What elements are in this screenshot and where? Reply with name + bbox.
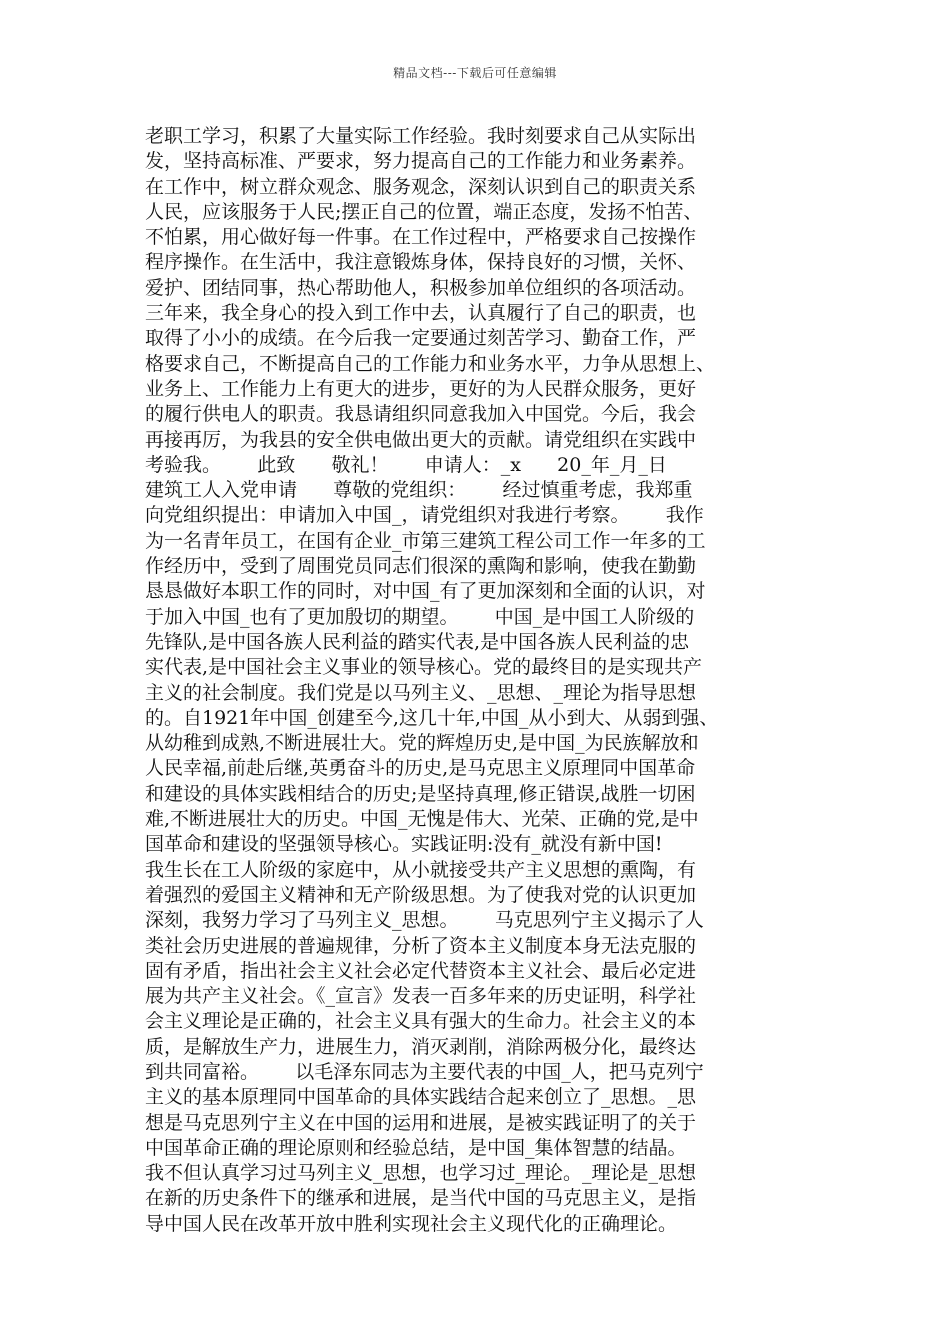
text-line: 人民，应该服务于人民;摆正自己的位置，端正态度，发扬不怕苦、: [145, 200, 703, 223]
text-line: 实代表,是中国社会主义事业的领导核心。党的最终目的是实现共产: [145, 656, 703, 679]
text-line: 业务上、工作能力上有更大的进步，更好的为人民群众服务，更好: [145, 377, 697, 400]
text-line: 类社会历史进展的普遍规律，分析了资本主义制度本身无法克服的: [145, 934, 697, 957]
text-line: 恳恳做好本职工作的同时，对中国_有了更加深刻和全面的认识，对: [145, 580, 706, 603]
text-line: 和建设的具体实践相结合的历史;是坚持真理,修正错误,战胜一切困: [145, 782, 696, 805]
text-line: 会主义理论是正确的，社会主义具有强大的生命力。社会主义的本: [145, 1010, 697, 1033]
text-line: 深刻，我努力学习了马列主义_思想。 马克思列宁主义揭示了人: [145, 909, 704, 932]
text-line: 程序操作。在生活中，我注意锻炼身体，保持良好的习惯，关怀、: [145, 251, 697, 274]
text-line: 为一名青年员工，在国有企业_市第三建筑工程公司工作一年多的工: [145, 529, 706, 552]
text-line: 难,不断进展壮大的历史。中国_无愧是伟大、光荣、正确的党,是中: [145, 808, 699, 831]
text-line: 的履行供电人的职责。我恳请组织同意我加入中国党。今后，我会: [145, 403, 697, 426]
text-line: 在工作中，树立群众观念、服务观念，深刻认识到自己的职责关系: [145, 175, 697, 198]
text-line: 于加入中国_也有了更加殷切的期望。 中国_是中国工人阶级的: [145, 605, 695, 628]
text-line: 主义的社会制度。我们党是以马列主义、_思想、_理论为指导思想: [145, 681, 697, 704]
text-line: 主义的基本原理同中国革命的具体实践结合起来创立了_思想。_思: [145, 1086, 697, 1109]
text-line: 固有矛盾，指出社会主义社会必定代替资本主义社会、最后必定进: [145, 959, 697, 982]
text-line: 到共同富裕。 以毛泽东同志为主要代表的中国_人，把马克列宁: [145, 1060, 704, 1083]
document-body: [145, 124, 815, 1237]
text-line: 我不但认真学习过马列主义_思想，也学习过_理论。_理论是_思想: [145, 1162, 697, 1185]
text-line: 我生长在工人阶级的家庭中，从小就接受共产主义思想的熏陶，有: [145, 858, 697, 881]
text-line: 导中国人民在改革开放中胜利实现社会主义现代化的正确理论。: [145, 1212, 678, 1235]
text-line: 质，是解放生产力，进展生力，消灭剥削，消除两极分化，最终达: [145, 1035, 697, 1058]
text-line: 的。自1921年中国_创建至今,这几十年,中国_从小到大、从弱到强、: [145, 706, 719, 729]
text-line: 着强烈的爱国主义精神和无产阶级思想。为了使我对党的认识更加: [145, 883, 697, 906]
text-line: 先锋队,是中国各族人民利益的踏实代表,是中国各族人民利益的忠: [145, 630, 690, 653]
text-line: 人民幸福,前赴后继,英勇奋斗的历史,是马克思主义原理同中国革命: [145, 757, 696, 780]
text-line: 不怕累，用心做好每一件事。在工作过程中，严格要求自己按操作: [145, 226, 697, 249]
text-line: 想是马克思列宁主义在中国的运用和进展，是被实践证明了的关于: [145, 1111, 697, 1134]
text-line: 格要求自己，不断提高自己的工作能力和业务水平，力争从思想上、: [145, 352, 716, 375]
text-line: 考验我。 此致 敬礼！ 申请人：_x 20_年_月_日: [145, 453, 667, 476]
text-line: 中国革命正确的理论原则和经验总结，是中国_集体智慧的结晶。: [145, 1136, 687, 1159]
text-line: 在新的历史条件下的继承和进展，是当代中国的马克思主义，是指: [145, 1187, 697, 1210]
text-line: 爱护、团结同事，热心帮助他人，积极参加单位组织的各项活动。: [145, 276, 697, 299]
text-line: 发，坚持高标准、严要求，努力提高自己的工作能力和业务素养。: [145, 150, 697, 173]
text-line: 从幼稚到成熟,不断进展壮大。党的辉煌历史,是中国_为民族解放和: [145, 732, 699, 755]
text-line: 向党组织提出：申请加入中国_，请党组织对我进行考察。 我作: [145, 504, 704, 527]
text-line: 建筑工人入党申请 尊敬的党组织： 经过慎重考虑，我郑重: [145, 479, 693, 502]
text-line: 再接再厉，为我县的安全供电做出更大的贡献。请党组织在实践中: [145, 428, 697, 451]
text-line: 国革命和建设的坚强领导核心。实践证明:没有_就没有新中国!: [145, 833, 663, 856]
page-header: 精品文档---下载后可任意编辑: [393, 66, 557, 80]
text-line: 三年来，我全身心的投入到工作中去，认真履行了自己的职责，也: [145, 302, 697, 325]
text-line: 展为共产主义社会。《_宣言》发表一百多年来的历史证明，科学社: [145, 985, 697, 1008]
text-line: 作经历中，受到了周围党员同志们很深的熏陶和影响，使我在勤勤: [145, 555, 697, 578]
text-line: 取得了小小的成绩。在今后我一定要通过刻苦学习、勤奋工作，严: [145, 327, 697, 350]
text-line: 老职工学习，积累了大量实际工作经验。我时刻要求自己从实际出: [145, 125, 697, 147]
